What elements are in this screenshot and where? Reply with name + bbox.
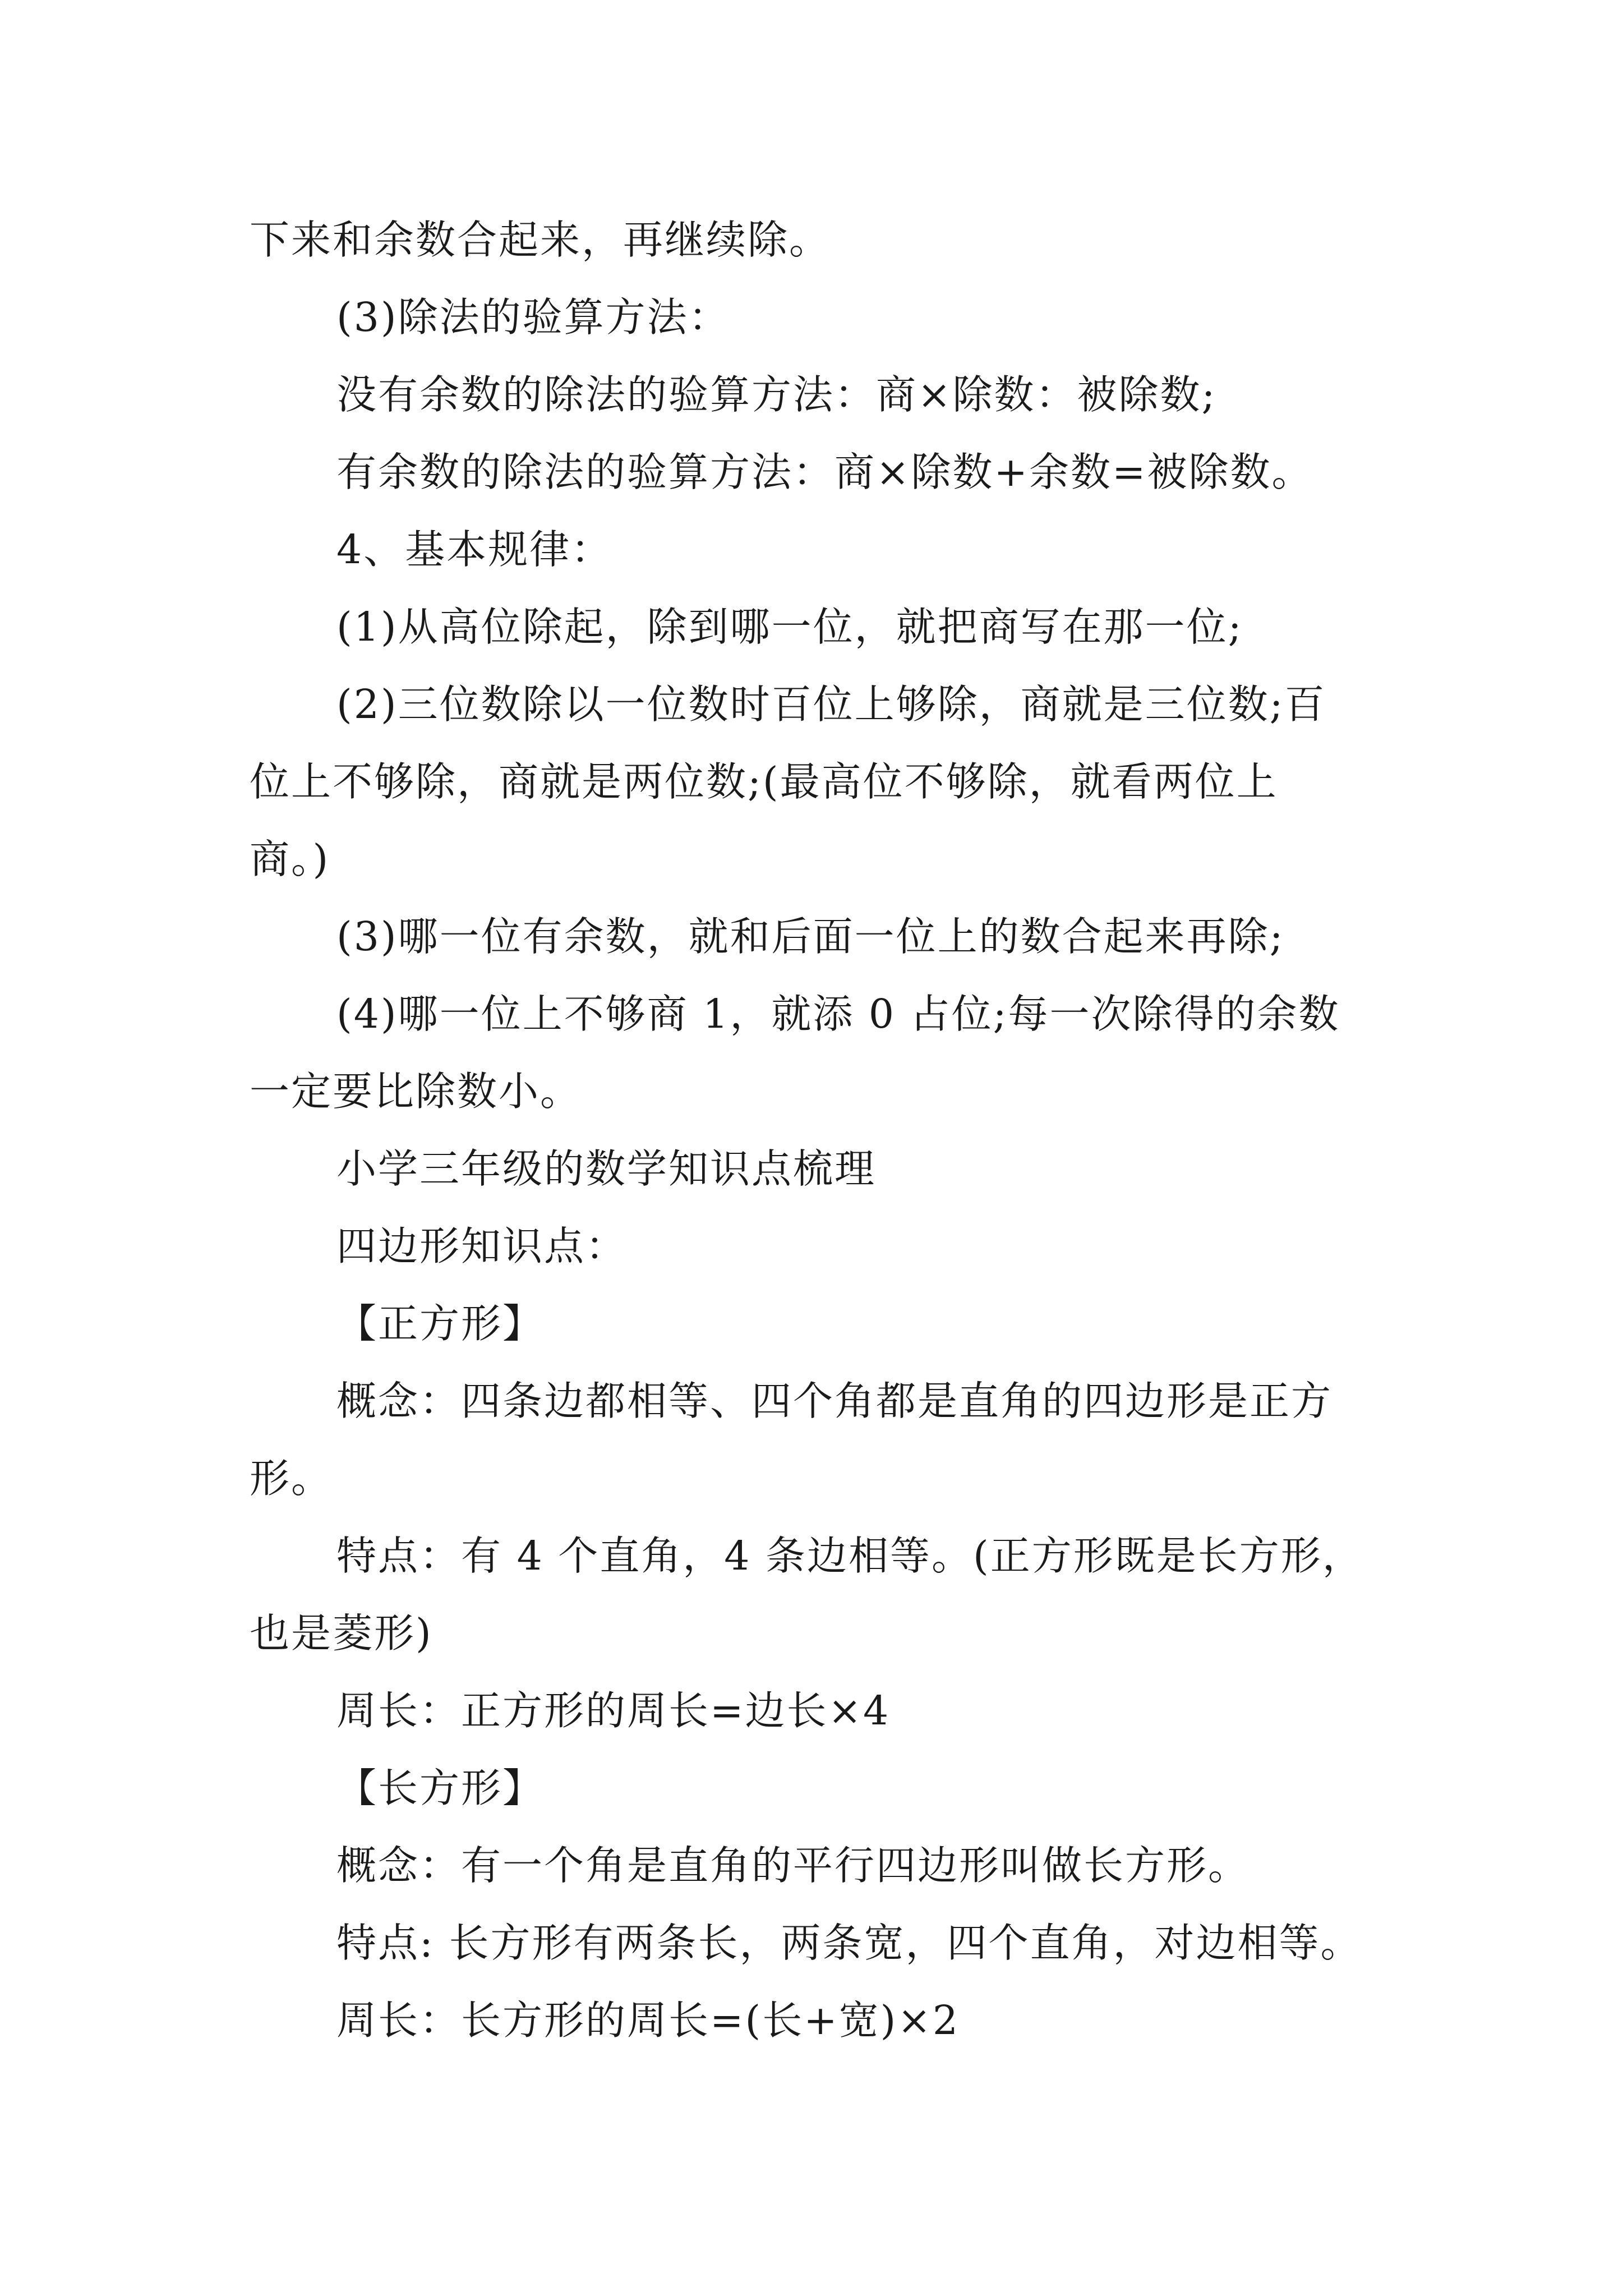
text-line: 一定要比除数小。 [250,1068,582,1115]
text-line: 周长：长方形的周长=(长+宽)×2 [336,1997,960,2044]
text-line: 商。) [250,836,330,882]
text-line: 特点：有 4 个直角，4 条边相等。(正方形既是长方形， [336,1533,1364,1579]
text-line: 四边形知识点： [336,1223,628,1269]
text-line: 有余数的除法的验算方法：商×除数+余数=被除数。 [336,449,1313,495]
text-line: 形。 [250,1455,333,1502]
text-line: (4)哪一位上不够商 1，就添 0 占位;每一次除得的余数 [336,991,1340,1037]
text-line: (2)三位数除以一位数时百位上够除，商就是三位数;百 [336,681,1326,728]
text-line: (3)哪一位有余数，就和后面一位上的数合起来再除; [336,913,1285,960]
text-line: 也是菱形) [250,1610,433,1657]
text-line: 概念：四条边都相等、四个角都是直角的四边形是正方 [336,1378,1333,1424]
text-line: 下来和余数合起来，再继续除。 [250,217,831,263]
text-line: 4、基本规律： [336,526,613,573]
text-line: 位上不够除，商就是两位数;(最高位不够除，就看两位上 [250,758,1278,805]
subsection-heading: 【长方形】 [336,1765,545,1811]
text-line: 特点: 长方形有两条长，两条宽，四个直角，对边相等。 [336,1920,1362,1966]
section-heading: 小学三年级的数学知识点梳理 [336,1145,877,1192]
text-line: 概念：有一个角是直角的平行四边形叫做长方形。 [336,1842,1250,1889]
text-line: (1)从高位除起，除到哪一位，就把商写在那一位; [336,604,1243,650]
text-line: 周长：正方形的周长=边长×4 [336,1687,891,1734]
text-line: (3)除法的验算方法： [336,294,730,341]
subsection-heading: 【正方形】 [336,1300,545,1347]
text-line: 没有余数的除法的验算方法：商×除数：被除数; [336,371,1217,418]
